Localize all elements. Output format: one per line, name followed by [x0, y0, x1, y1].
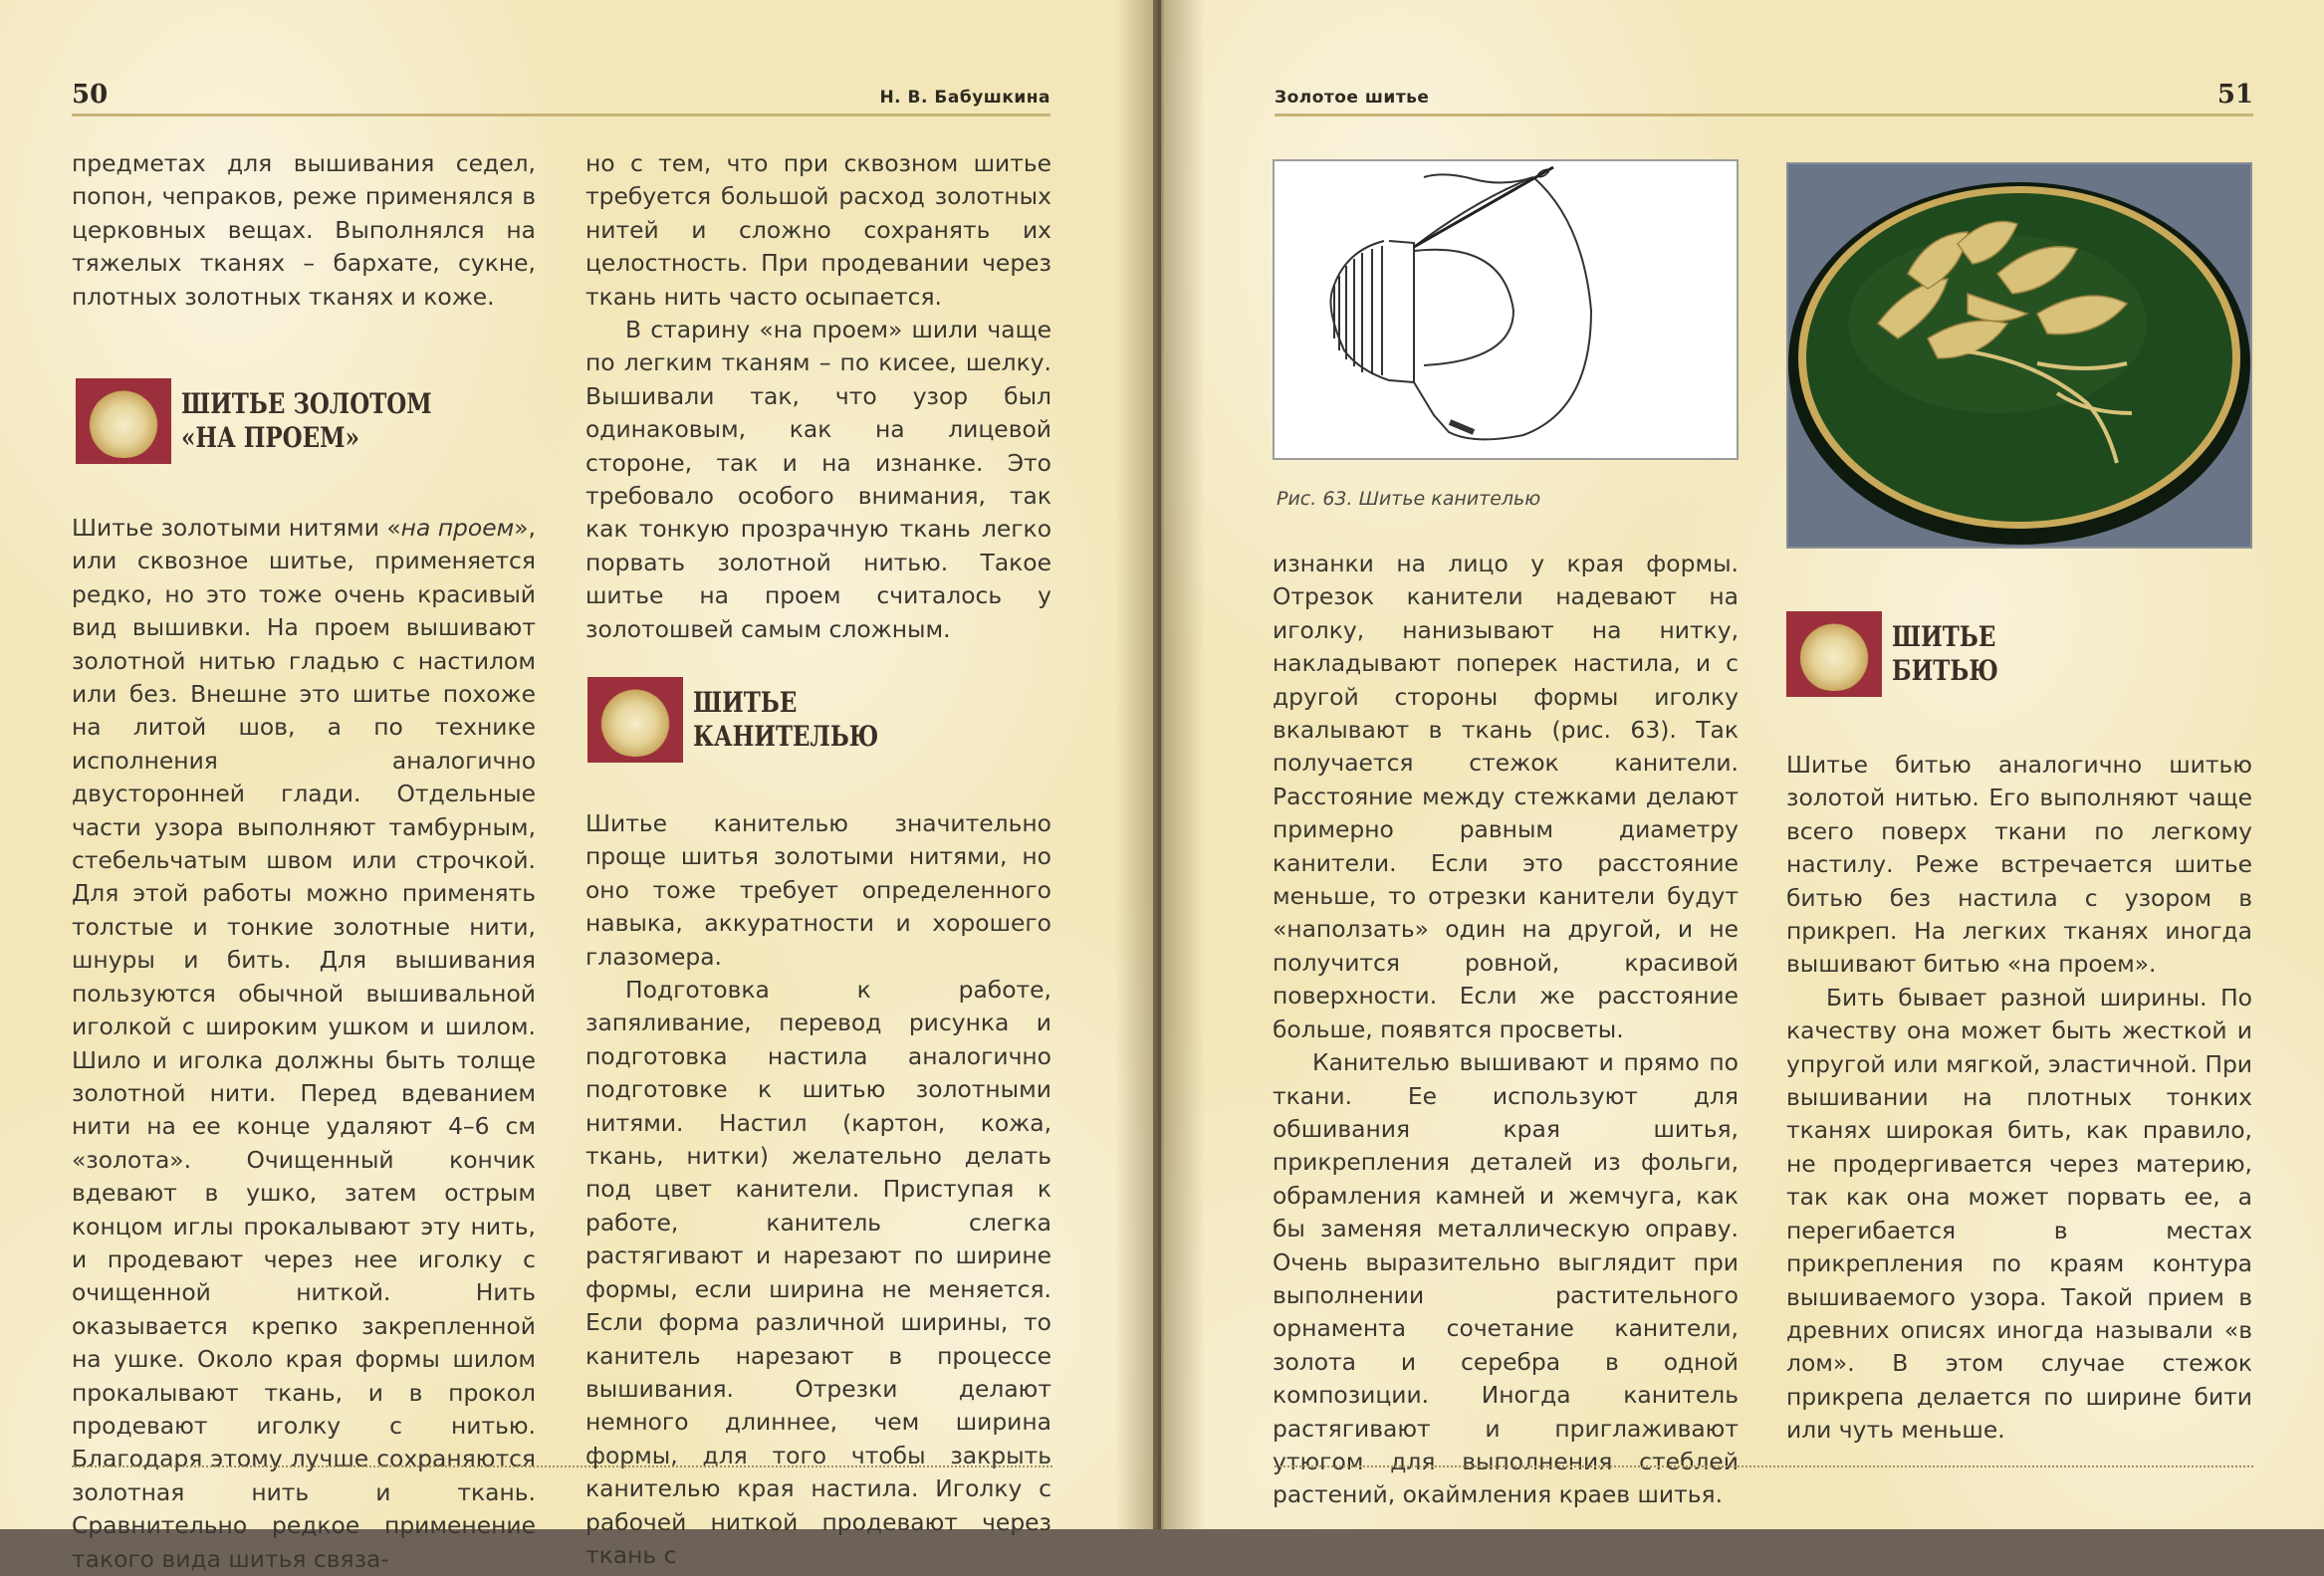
header-title: Золотое шитье	[1275, 88, 1430, 108]
paragraph: Шитье битью аналогично шитью золотой нитью. Его выполняют чаще всего поверх ткани по легкому настилу. Реже встречается шитье битью без настила с узором в прикреп. На легких тканях иногда вышивают битью «на проем».	[1786, 751, 2252, 979]
left-page	[0, 0, 1153, 1573]
right-page	[1161, 0, 2324, 1529]
figure-embroidery-photo	[1786, 162, 2252, 549]
page-number-right: 51	[2216, 80, 2253, 110]
left-col-2-top	[585, 147, 1051, 646]
paragraph: В старину «на проем» шили чаще по легким тканям – по кисее, шелку. Вышивали так, что узор был одинаковым, как на лицевой стороне, так и на изнанке. Это требовало особого внимания, так как тонкую прозрачную ткань легко порвать золотной нитью. Такое шитье на проем считалось у золотошвей самым сложным.	[585, 316, 1051, 643]
paragraph: Бить бывает разной ширины. По качеству она может быть жесткой и упругой или мягкой, эластичной. При вышивании на плотных тонких тканях широкая бить, как правило, не продергивается через материю, так как она может порвать ее, а перегибается в местах прикрепления по краям контура вышиваемого узора. Такой прием в древних описях иногда называли «в лом». В этом случае стежок прикрепа делается по ширине бити или чуть меньше.	[1786, 983, 2252, 1445]
flower-emblem-icon	[76, 378, 171, 464]
section-title: ШИТЬЕ ЗОЛОТОМ «НА ПРОЕМ»	[181, 387, 432, 454]
left-col-1-intro	[72, 147, 536, 314]
section-bit	[1786, 611, 2021, 697]
section-title: ШИТЬЕ КАНИТЕЛЬЮ	[693, 686, 879, 753]
flower-emblem-icon	[587, 677, 683, 763]
footer-rule	[1275, 1465, 2253, 1467]
left-header	[72, 74, 1050, 116]
left-col-2-bottom	[585, 807, 1051, 1572]
section-kanitel	[587, 677, 919, 763]
paragraph: Канителью вышивают и прямо по ткани. Ее используют для обшивания края шитья, прикрепления деталей из фольги, обрамления камней и жемчуга, как бы заменяя металлическую оправу. Очень выразительно выглядит при выполнении растительного орнамента сочетание канители, золота и серебра в одной композиции. Иногда канитель растягивают и приглаживают утюгом для выполнения стеблей растений, окаймления краев шитья.	[1273, 1048, 1739, 1509]
right-col-1	[1273, 548, 1739, 1512]
paragraph: но с тем, что при сквозном шитье требуется большой расход золотных нитей и сложно сохранять их целостность. При продевании через ткань нить часто осыпается.	[585, 149, 1051, 311]
gold-embroidery-image	[1788, 164, 2250, 547]
left-col-1-body	[72, 512, 536, 1576]
intro-paragraph: предметах для вышивания седел, попон, чепраков, реже применялся в церковных вещах. Выполнялся на тяжелых тканях – бархате, сукне, плотных золотных тканях и коже.	[72, 149, 536, 311]
paragraph: Подготовка к работе, запяливание, перевод рисунка и подготовка настила аналогично подготовке к шитью золотными нитями. Настил (картон, кожа, ткань, нитки) желательно делать под цвет канители. Приступая к работе, канитель слегка растягивают и нарезают по ширине формы, если ширина не меняется. Если форма различной ширины, то канитель нарезают в процессе вышивания. Отрезки делают немного длиннее, чем ширина формы, для того чтобы закрыть канителью края настила. Иголку с рабочей ниткой продевают через ткань с	[585, 976, 1051, 1569]
figure-caption: Рис. 63. Шитье канителью	[1277, 488, 1541, 510]
right-col-2	[1786, 749, 2252, 1448]
footer-rule	[72, 1465, 1052, 1467]
paragraph: изнанки на лицо у края формы. Отрезок канители надевают на иголку, нанизывают на нитку, накладывают поперек настила, и с другой стороны формы иголку вкалывают в ткань (рис. 63). Так получается стежок канители. Расстояние между стежками делают примерно равным диаметру канители. Если это расстояние меньше, то отрезки канители будут «наползать» один на другой, и не получится ровной, красивой поверхности. Если же расстояние больше, появятся просветы.	[1273, 550, 1739, 1043]
book-gutter	[1115, 0, 1205, 1529]
section-title: ШИТЬЕ БИТЬЮ	[1892, 620, 1998, 687]
figure-kanitel-diagram	[1273, 159, 1739, 460]
paragraph: Шитье канителью значительно проще шитья золотыми нитями, но оно тоже требует определенного навыка, аккуратности и хорошего глазомера.	[585, 809, 1051, 971]
needle-kanitel-illustration	[1275, 161, 1737, 458]
flower-emblem-icon	[1786, 611, 1882, 697]
body-paragraph: Шитье золотыми нитями «на проем», или сквозное шитье, применяется редко, но это тоже очень красивый вид вышивки. На проем вышивают золотной нитью гладью с настилом или без. Внешне это шитье похоже на литой шов, а по технике исполнения аналогично двусторонней глади. Отдельные части узора выполняют тамбурным, стебельчатым швом или строчкой. Для этой работы можно применять толстые и тонкие золотные нити, шнуры и бить. Для вышивания пользуются обычной вышивальной иголкой с широким ушком и шилом. Шило и иголка должны быть толще золотной нити. Перед вдеванием нити на ее конце удаляют 4–6 см «золота». Очищенный кончик вдевают в ушко, затем острым концом иглы прокалывают эту нить, и продевают через нее иголку с очищенной ниткой. Нить оказывается крепко закрепленной на ушке. Около края формы шилом прокалывают ткань, и в прокол продевают иголку с нитью. Благодаря этому лучше сохраняются золотная нить и ткань. Сравнительно редкое применение такого вида шитья связа-	[72, 514, 536, 1573]
right-header	[1275, 74, 2253, 116]
section-na-proem	[76, 378, 487, 464]
page-number-left: 50	[72, 80, 109, 110]
header-author: Н. В. Бабушкина	[879, 88, 1050, 108]
